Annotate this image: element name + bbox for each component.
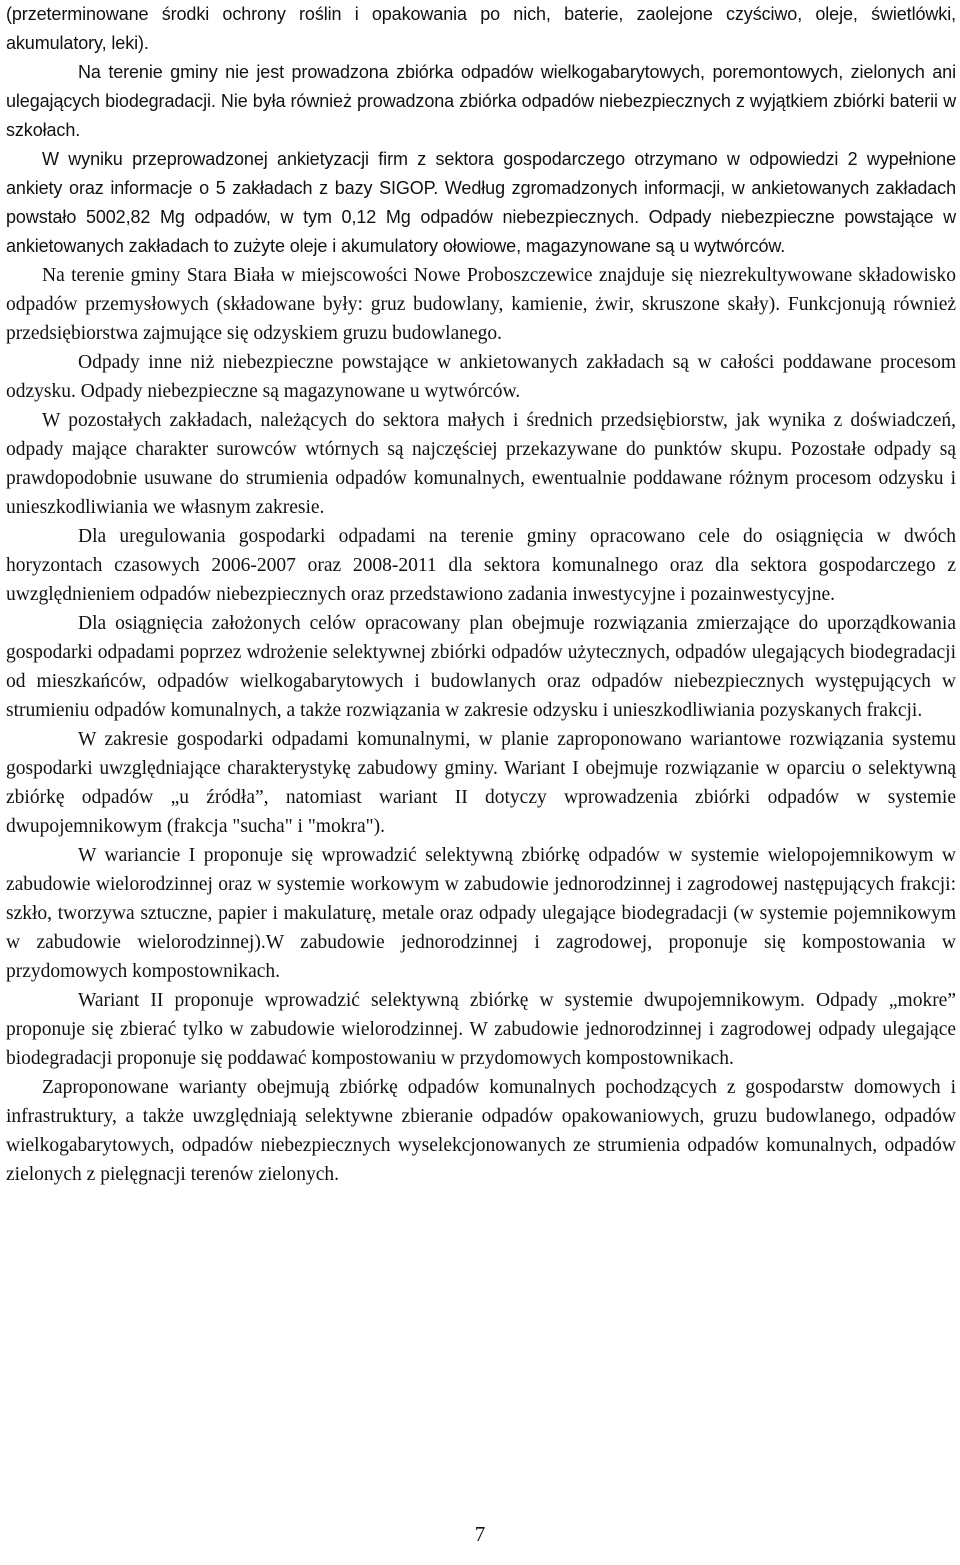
paragraph-1: (przeterminowane środki ochrony roślin i opakowania po nich, baterie, zaolejone czyściwo, oleje, świetlówki, akumulatory, leki).	[6, 4, 956, 53]
paragraph-5: Odpady inne niż niebezpieczne powstające w ankietowanych zakładach są w całości poddawane procesom odzysku. Odpady niebezpieczne są magazynowane u wytwórców.	[6, 352, 956, 402]
paragraph-3: W wyniku przeprowadzonej ankietyzacji firm z sektora gospodarczego otrzymano w odpowiedzi 2 wypełnione ankiety oraz informacje o 5 zakładach z bazy SIGOP. Według zgromadzonych informacji, w ankietowanych zakładach powstało 5002,82 Mg odpadów, w tym 0,12 Mg odpadów niebezpiecznych. Odpady niebezpieczne powstające w ankietowanych zakładach to zużyte oleje i akumulatory ołowiowe, magazynowane są u wytwórców.	[6, 149, 956, 256]
document-page	[6, 0, 956, 1189]
paragraph-11: Wariant II proponuje wprowadzić selektywną zbiórkę w systemie dwupojemnikowym. Odpady „mokre” proponuje się zbierać tylko w zabudowie wielorodzinnej. W zabudowie jednorodzinnej i zagrodowej odpady ulegające biodegradacji proponuje się poddawać kompostowaniu w przydomowych kompostownikach.	[6, 990, 956, 1069]
paragraph-12: Zaproponowane warianty obejmują zbiórkę odpadów komunalnych pochodzących z gospodarstw domowych i infrastruktury, a także uwzględniają selektywne zbieranie odpadów opakowaniowych, gruzu budowlanego, odpadów wielkogabarytowych, odpadów niebezpiecznych wyselekcjonowanych ze strumienia odpadów komunalnych, odpadów zielonych z pielęgnacji terenów zielonych.	[6, 1077, 956, 1185]
paragraph-9: W zakresie gospodarki odpadami komunalnymi, w planie zaproponowano wariantowe rozwiązania systemu gospodarki uwzględniające charakterystykę zabudowy gminy. Wariant I obejmuje rozwiązanie w oparciu o selektywną zbiórkę odpadów „u źródła”, natomiast wariant II dotyczy wprowadzenia zbiórki odpadów w systemie dwupojemnikowym (frakcja "sucha" i "mokra").	[6, 729, 956, 837]
page-number: 7	[474, 1522, 486, 1546]
paragraph-7: Dla uregulowania gospodarki odpadami na terenie gminy opracowano cele do osiągnięcia w dwóch horyzontach czasowych 2006-2007 oraz 2008-2011 dla sektora komunalnego oraz dla sektora gospodarczego z uwzględnieniem odpadów niebezpiecznych oraz przedstawiono zadania inwestycyjne i pozainwestycyjne.	[6, 526, 956, 605]
paragraph-6: W pozostałych zakładach, należących do sektora małych i średnich przedsiębiorstw, jak wynika z doświadczeń, odpady mające charakter surowców wtórnych są najczęściej przekazywane do punktów skupu. Pozostałe odpady są prawdopodobnie usuwane do strumienia odpadów komunalnych, ewentualnie poddawane różnym procesom odzysku i unieszkodliwiania we własnym zakresie.	[6, 410, 956, 518]
paragraph-4: Na terenie gminy Stara Biała w miejscowości Nowe Proboszczewice znajduje się niezrekultywowane składowisko odpadów przemysłowych (składowane były: gruz budowlany, kamienie, żwir, skruszone skały). Funkcjonują również przedsiębiorstwa zajmujące się odzyskiem gruzu budowlanego.	[6, 265, 956, 344]
paragraph-8: Dla osiągnięcia założonych celów opracowany plan obejmuje rozwiązania zmierzające do uporządkowania gospodarki odpadami poprzez wdrożenie selektywnej zbiórki odpadów użytecznych, odpadów ulegających biodegradacji od mieszkańców, odpadów wielkogabarytowych i budowlanych oraz odpadów niebezpiecznych występujących w strumieniu odpadów komunalnych, a także rozwiązania w zakresie odzysku i unieszkodliwiania pozyskanych frakcji.	[6, 613, 956, 721]
paragraph-10: W wariancie I proponuje się wprowadzić selektywną zbiórkę odpadów w systemie wielopojemnikowym w zabudowie wielorodzinnej oraz w systemie workowym w zabudowie jednorodzinnej i zagrodowej następujących frakcji: szkło, tworzywa sztuczne, papier i makulaturę, metale oraz odpady ulegające biodegradacji (w systemie pojemnikowym w zabudowie wielorodzinnej).W zabudowie jednorodzinnej i zagrodowej, proponuje się kompostowania w przydomowych kompostownikach.	[6, 845, 956, 982]
paragraph-2: Na terenie gminy nie jest prowadzona zbiórka odpadów wielkogabarytowych, poremontowych, zielonych ani ulegających biodegradacji. Nie była również prowadzona zbiórka odpadów niebezpiecznych z wyjątkiem zbiórki baterii w szkołach.	[6, 62, 956, 140]
